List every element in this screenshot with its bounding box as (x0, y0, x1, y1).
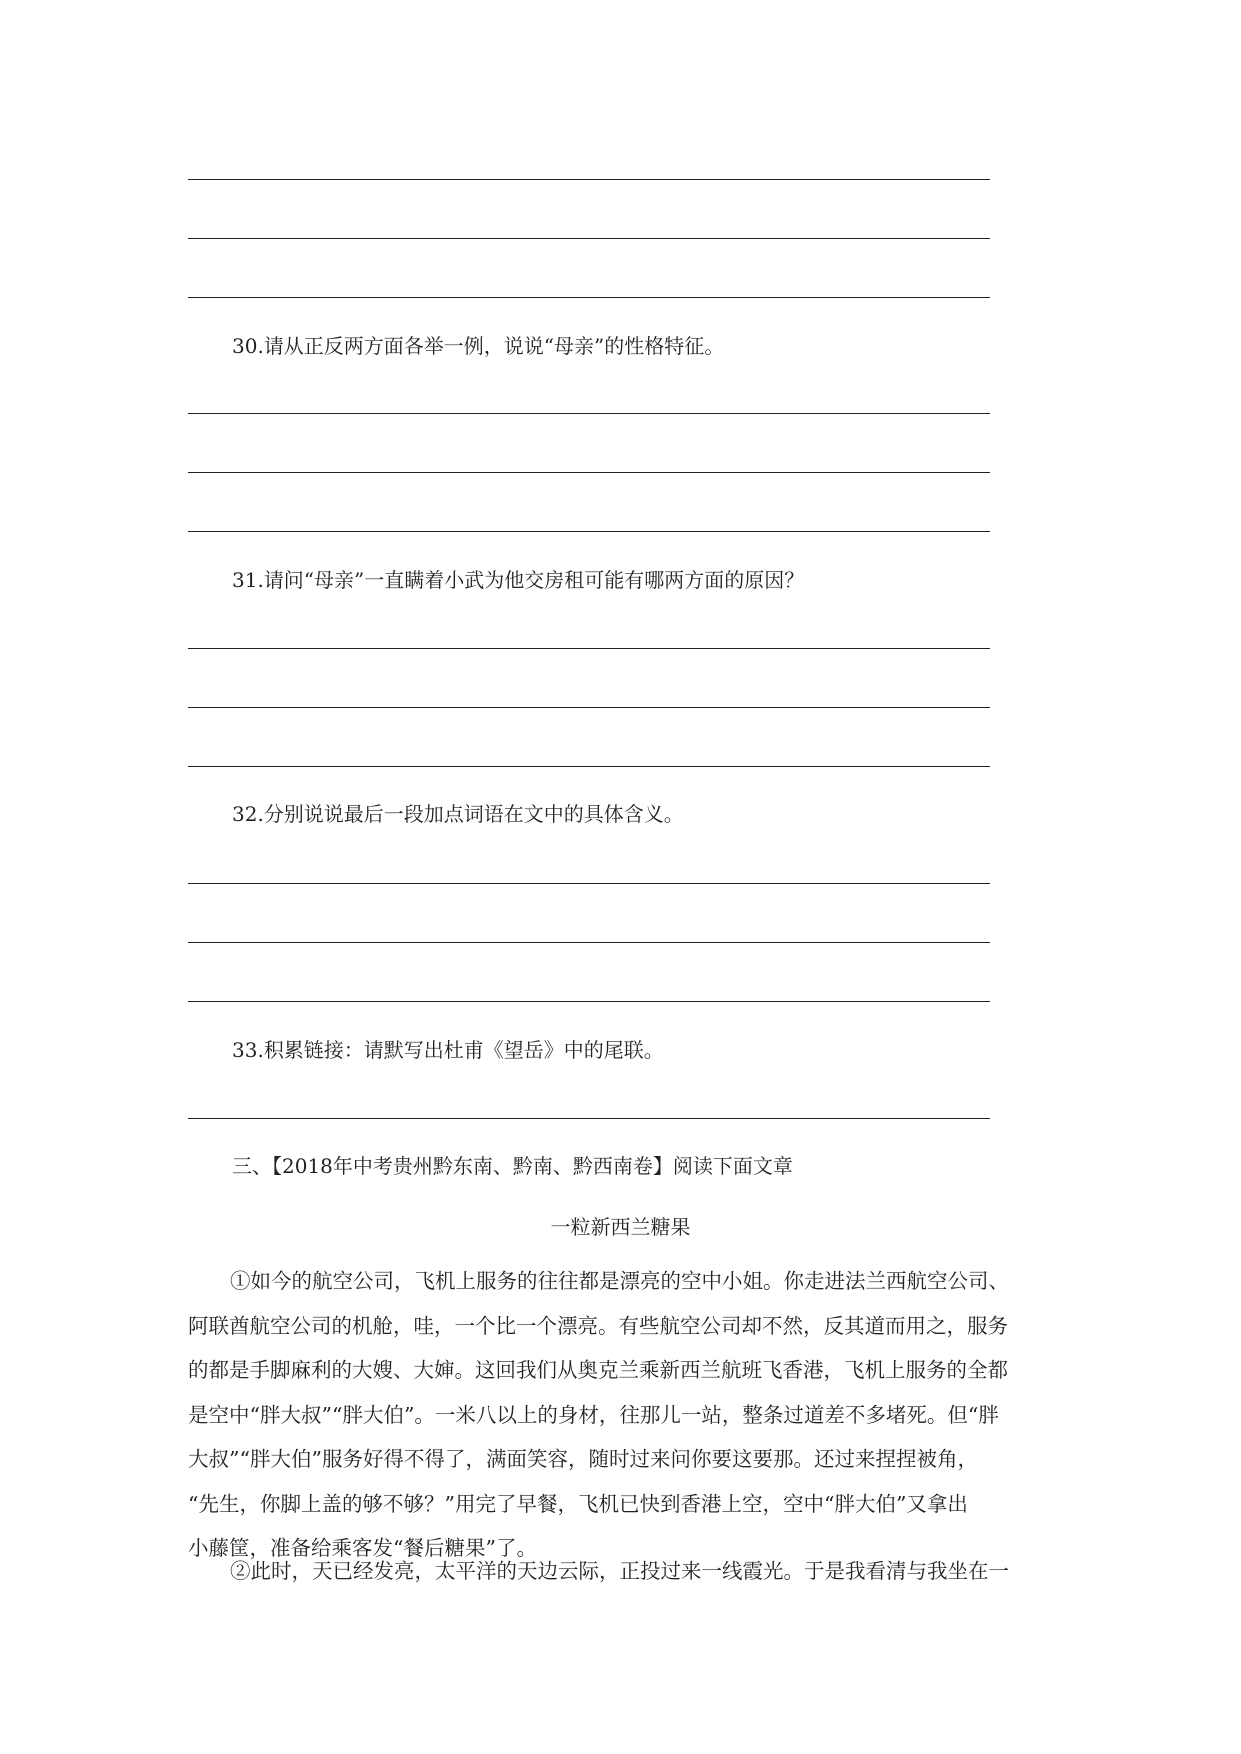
question-text: 分别说说最后一段加点词语在文中的具体含义。 (263, 802, 684, 826)
question-number: 31. (232, 568, 264, 592)
answer-line[interactable] (188, 179, 990, 180)
paragraph-line: 的都是手脚麻利的大嫂、大婶。这回我们从奥克兰乘新西兰航班飞香港，飞机上服务的全都 (188, 1358, 1008, 1382)
question-number: 33. (232, 1038, 264, 1062)
question-text: 积累链接：请默写出杜甫《望岳》中的尾联。 (263, 1038, 664, 1062)
section-heading: 三、【2018年中考贵州黔东南、黔南、黔西南卷】阅读下面文章 (232, 1154, 793, 1178)
question-number: 32. (232, 802, 264, 826)
paragraph-line: “先生，你脚上盖的够不够？”用完了早餐，飞机已快到香港上空，空中“胖大伯”又拿出 (188, 1491, 968, 1516)
article-title: 一粒新西兰糖果 (550, 1215, 691, 1239)
question-number: 30. (232, 334, 264, 358)
paragraph-line: 阿联酋航空公司的机舱，哇，一个比一个漂亮。有些航空公司却不然，反其道而用之，服务 (188, 1313, 1008, 1338)
answer-line[interactable] (188, 297, 990, 298)
answer-line[interactable] (188, 413, 990, 414)
answer-line[interactable] (188, 1001, 990, 1002)
paragraph-line: 大叔”“胖大伯”服务好得不得了，满面笑容，随时过来问你要这要那。还过来捏捏被角， (188, 1447, 978, 1471)
article-paragraph-2 (188, 1549, 1058, 1594)
answer-line[interactable] (188, 531, 990, 532)
question-33 (232, 1036, 664, 1064)
question-30 (232, 332, 724, 360)
question-32 (232, 800, 684, 828)
answer-line[interactable] (188, 707, 990, 708)
answer-line[interactable] (188, 1118, 990, 1119)
answer-line[interactable] (188, 238, 990, 239)
answer-line[interactable] (188, 648, 990, 649)
answer-line[interactable] (188, 766, 990, 767)
question-text: 请从正反两方面各举一例，说说“母亲”的性格特征。 (263, 334, 725, 358)
question-31 (232, 566, 804, 594)
answer-line[interactable] (188, 472, 990, 473)
paragraph-line: ①如今的航空公司，飞机上服务的往往都是漂亮的空中小姐。你走进法兰西航空公司、 (230, 1269, 1009, 1293)
answer-line[interactable] (188, 942, 990, 943)
answer-line[interactable] (188, 883, 990, 884)
paragraph-line: ②此时，天已经发亮，太平洋的天边云际，正投过来一线霞光。于是我看清与我坐在一 (230, 1559, 1009, 1583)
article-paragraph-1 (188, 1259, 1058, 1571)
paragraph-line: 小藤筐，准备给乘客发“餐后糖果”了。 (188, 1536, 537, 1560)
paragraph-line: 是空中“胖大叔”“胖大伯”。一米八以上的身材，往那儿一站，整条过道差不多堵死。但“胖 (188, 1402, 999, 1427)
question-text: 请问“母亲”一直瞒着小武为他交房租可能有哪两方面的原因？ (263, 568, 805, 592)
